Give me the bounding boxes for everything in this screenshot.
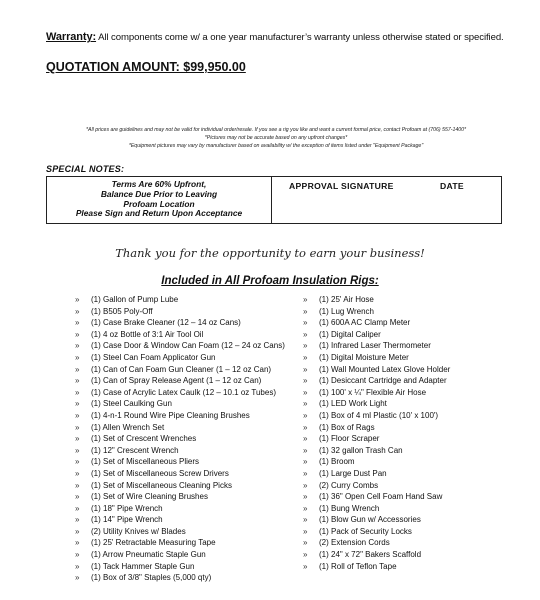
list-item bbox=[75, 572, 285, 584]
item-text: (1) Steel Caulking Gun bbox=[91, 399, 172, 409]
item-text: (2) Extension Cords bbox=[319, 538, 390, 548]
bullet-icon: » bbox=[303, 526, 308, 536]
box-divider bbox=[271, 177, 272, 223]
list-item bbox=[75, 561, 285, 573]
item-text: (1) Blow Gun w/ Accessories bbox=[319, 515, 421, 525]
list-item bbox=[303, 340, 450, 352]
list-item bbox=[75, 433, 285, 445]
special-notes-title: SPECIAL NOTES: bbox=[46, 164, 125, 174]
item-text: (1) Infrared Laser Thermometer bbox=[319, 341, 431, 351]
list-item bbox=[303, 456, 450, 468]
bullet-icon: » bbox=[75, 306, 80, 316]
item-text: (1) Case of Acrylic Latex Caulk (12 – 10.1 oz Tubes) bbox=[91, 387, 276, 397]
bullet-icon: » bbox=[75, 422, 80, 432]
item-text: (1) Bung Wrench bbox=[319, 503, 380, 513]
item-text: (1) Floor Scraper bbox=[319, 434, 380, 444]
bullet-icon: » bbox=[303, 515, 308, 525]
item-text: (1) Steel Can Foam Applicator Gun bbox=[91, 352, 216, 362]
item-text: (1) 12" Crescent Wrench bbox=[91, 445, 179, 455]
bullet-icon: » bbox=[75, 573, 80, 583]
list-item bbox=[75, 549, 285, 561]
bullet-icon: » bbox=[75, 318, 80, 328]
quotation-amount: QUOTATION AMOUNT: $99,950.00 bbox=[46, 60, 246, 74]
bullet-icon: » bbox=[303, 341, 308, 351]
bullet-icon: » bbox=[303, 318, 308, 328]
list-item bbox=[75, 514, 285, 526]
terms-line: Please Sign and Return Upon Acceptance bbox=[75, 208, 243, 219]
terms-line: Profoam Location bbox=[123, 198, 195, 209]
item-text: (1) B505 Poly-Off bbox=[91, 306, 153, 316]
bullet-icon: » bbox=[303, 364, 308, 374]
thank-you-message: Thank you for the opportunity to earn your business! bbox=[115, 246, 425, 260]
terms-line: Balance Due Prior to Leaving bbox=[100, 188, 218, 199]
list-item bbox=[75, 387, 285, 399]
item-text: (1) Large Dust Pan bbox=[319, 468, 387, 478]
item-text: (1) Digital Caliper bbox=[319, 329, 381, 339]
fine-print-pictures: *Pictures may not be accurate based on any upfront changes* bbox=[204, 135, 348, 141]
item-text: (1) Tack Hammer Staple Gun bbox=[91, 561, 195, 571]
item-text: (1) Set of Crescent Wrenches bbox=[91, 434, 197, 444]
list-item bbox=[303, 294, 450, 306]
bullet-icon: » bbox=[303, 561, 308, 571]
item-text: (1) Roll of Teflon Tape bbox=[319, 561, 397, 571]
list-item bbox=[303, 352, 450, 364]
item-text: (1) LED Work Light bbox=[319, 399, 387, 409]
item-text: (1) 14" Pipe Wrench bbox=[91, 515, 163, 525]
item-text: (1) Arrow Pneumatic Staple Gun bbox=[91, 550, 206, 560]
right-equipment-list bbox=[303, 294, 450, 572]
bullet-icon: » bbox=[303, 376, 308, 386]
bullet-icon: » bbox=[75, 503, 80, 513]
list-item bbox=[303, 480, 450, 492]
bullet-icon: » bbox=[75, 561, 80, 571]
bullet-icon: » bbox=[75, 410, 80, 420]
bullet-icon: » bbox=[303, 538, 308, 548]
bullet-icon: » bbox=[303, 295, 308, 304]
bullet-icon: » bbox=[75, 376, 80, 386]
list-item bbox=[303, 445, 450, 457]
list-item bbox=[75, 375, 285, 387]
item-text: (1) 24" x 72" Bakers Scaffold bbox=[319, 550, 422, 560]
item-text: (1) 600A AC Clamp Meter bbox=[319, 318, 411, 328]
list-item bbox=[75, 468, 285, 480]
list-item bbox=[75, 491, 285, 503]
list-item bbox=[75, 329, 285, 341]
list-item bbox=[303, 433, 450, 445]
bullet-icon: » bbox=[75, 329, 80, 339]
bullet-icon: » bbox=[303, 329, 308, 339]
bullet-icon: » bbox=[75, 480, 80, 490]
item-text: (1) Desiccant Cartridge and Adapter bbox=[319, 376, 447, 386]
list-item bbox=[75, 422, 285, 434]
list-item bbox=[75, 352, 285, 364]
list-item bbox=[75, 445, 285, 457]
bullet-icon: » bbox=[75, 526, 80, 536]
item-text: (1) Box of 3/8" Staples (5,000 qty) bbox=[91, 573, 212, 583]
item-text: (1) Gallon of Pump Lube bbox=[91, 295, 179, 304]
bullet-icon: » bbox=[75, 387, 80, 397]
terms-text bbox=[47, 180, 271, 219]
fine-print-equipment: *Equipment pictures may vary by manufacturer based on availability w/ the exception of items listed under "Equipment Package" bbox=[128, 143, 424, 149]
list-item bbox=[75, 537, 285, 549]
item-text: (1) 4-n-1 Round Wire Pipe Cleaning Brushes bbox=[91, 410, 250, 420]
item-text: (1) 36" Open Cell Foam Hand Saw bbox=[319, 492, 443, 502]
list-item bbox=[303, 491, 450, 503]
left-equipment-list bbox=[75, 294, 285, 584]
bullet-icon: » bbox=[75, 492, 80, 502]
list-item bbox=[303, 537, 450, 549]
item-text: (1) Can of Can Foam Gun Cleaner (1 – 12 oz Can) bbox=[91, 364, 272, 374]
bullet-icon: » bbox=[303, 306, 308, 316]
bullet-icon: » bbox=[75, 341, 80, 351]
bullet-icon: » bbox=[75, 352, 80, 362]
list-item bbox=[75, 503, 285, 515]
bullet-icon: » bbox=[303, 503, 308, 513]
list-item bbox=[75, 294, 285, 306]
list-item bbox=[303, 561, 450, 573]
item-text: (1) Set of Miscellaneous Pliers bbox=[91, 457, 200, 467]
list-item bbox=[303, 398, 450, 410]
bullet-icon: » bbox=[75, 550, 80, 560]
approval-signature-label: APPROVAL SIGNATURE bbox=[289, 181, 394, 191]
item-text: (1) Set of Miscellaneous Cleaning Picks bbox=[91, 480, 232, 490]
list-item bbox=[303, 422, 450, 434]
list-item bbox=[303, 468, 450, 480]
list-item bbox=[75, 340, 285, 352]
bullet-icon: » bbox=[75, 445, 80, 455]
warranty-line bbox=[46, 31, 516, 43]
bullet-icon: » bbox=[303, 434, 308, 444]
bullet-icon: » bbox=[75, 468, 80, 478]
warranty-label: Warranty: bbox=[46, 31, 97, 43]
list-item bbox=[75, 398, 285, 410]
list-item bbox=[303, 306, 450, 318]
bullet-icon: » bbox=[75, 538, 80, 548]
list-item bbox=[303, 526, 450, 538]
list-item bbox=[303, 317, 450, 329]
item-text: (1) Box of 4 ml Plastic (10' x 100') bbox=[319, 410, 439, 420]
item-text: (1) Can of Spray Release Agent (1 – 12 oz Can) bbox=[91, 376, 262, 386]
list-item bbox=[303, 387, 450, 399]
bullet-icon: » bbox=[303, 457, 308, 467]
item-text: (1) Digital Moisture Meter bbox=[319, 352, 409, 362]
item-text: (1) Pack of Security Locks bbox=[319, 526, 412, 536]
bullet-icon: » bbox=[303, 399, 308, 409]
item-text: (1) 18" Pipe Wrench bbox=[91, 503, 163, 513]
bullet-icon: » bbox=[75, 457, 80, 467]
list-item bbox=[303, 329, 450, 341]
list-item bbox=[75, 317, 285, 329]
list-item bbox=[303, 410, 450, 422]
item-text: (1) Lug Wrench bbox=[319, 306, 374, 316]
bullet-icon: » bbox=[303, 445, 308, 455]
terms-line: Terms Are 60% Upfront, bbox=[111, 179, 207, 189]
bullet-icon: » bbox=[75, 434, 80, 444]
item-text: (1) 32 gallon Trash Can bbox=[319, 445, 403, 455]
special-notes-box bbox=[46, 176, 502, 224]
bullet-icon: » bbox=[303, 410, 308, 420]
item-text: (1) 25' Retractable Measuring Tape bbox=[91, 538, 216, 548]
warranty-text: All components come w/ a one year manufacturer’s warranty unless otherwise stated or specified. bbox=[96, 32, 504, 43]
list-item bbox=[75, 364, 285, 376]
list-item bbox=[303, 514, 450, 526]
bullet-icon: » bbox=[303, 550, 308, 560]
bullet-icon: » bbox=[303, 422, 308, 432]
list-item bbox=[303, 549, 450, 561]
item-text: (1) Broom bbox=[319, 457, 355, 467]
list-item bbox=[303, 364, 450, 376]
bullet-icon: » bbox=[303, 352, 308, 362]
bullet-icon: » bbox=[303, 492, 308, 502]
item-text: (1) 4 oz Bottle of 3:1 Air Tool Oil bbox=[91, 329, 204, 339]
item-text: (1) Case Door & Window Can Foam (12 – 24 oz Cans) bbox=[91, 341, 285, 351]
item-text: (1) Set of Wire Cleaning Brushes bbox=[91, 492, 208, 502]
bullet-icon: » bbox=[303, 480, 308, 490]
list-item bbox=[303, 503, 450, 515]
list-item bbox=[75, 526, 285, 538]
list-item bbox=[303, 375, 450, 387]
list-item bbox=[75, 306, 285, 318]
list-item bbox=[75, 410, 285, 422]
item-text: (1) Wall Mounted Latex Glove Holder bbox=[319, 364, 451, 374]
item-text: (1) Box of Rags bbox=[319, 422, 375, 432]
list-item bbox=[75, 456, 285, 468]
bullet-icon: » bbox=[75, 364, 80, 374]
bullet-icon: » bbox=[75, 399, 80, 409]
item-text: (1) Case Brake Cleaner (12 – 14 oz Cans) bbox=[91, 318, 241, 328]
item-text: (2) Curry Combs bbox=[319, 480, 379, 490]
bullet-icon: » bbox=[75, 515, 80, 525]
item-text: (1) Set of Miscellaneous Screw Drivers bbox=[91, 468, 229, 478]
date-label: DATE bbox=[440, 181, 464, 191]
bullet-icon: » bbox=[303, 468, 308, 478]
item-text: (1) 100' x ¼" Flexible Air Hose bbox=[319, 387, 427, 397]
list-item bbox=[75, 480, 285, 492]
item-text: (1) 25' Air Hose bbox=[319, 295, 374, 304]
fine-print-prices: *All prices are guidelines and may not be valid for individual order/resale. If you see a rig you like and want a current formal price, contact Profoam at (706) 557-1400* bbox=[85, 127, 467, 133]
bullet-icon: » bbox=[303, 387, 308, 397]
bullet-icon: » bbox=[75, 295, 80, 304]
item-text: (1) Allen Wrench Set bbox=[91, 422, 165, 432]
included-heading: Included in All Profoam Insulation Rigs: bbox=[161, 275, 379, 287]
item-text: (2) Utility Knives w/ Blades bbox=[91, 526, 186, 536]
